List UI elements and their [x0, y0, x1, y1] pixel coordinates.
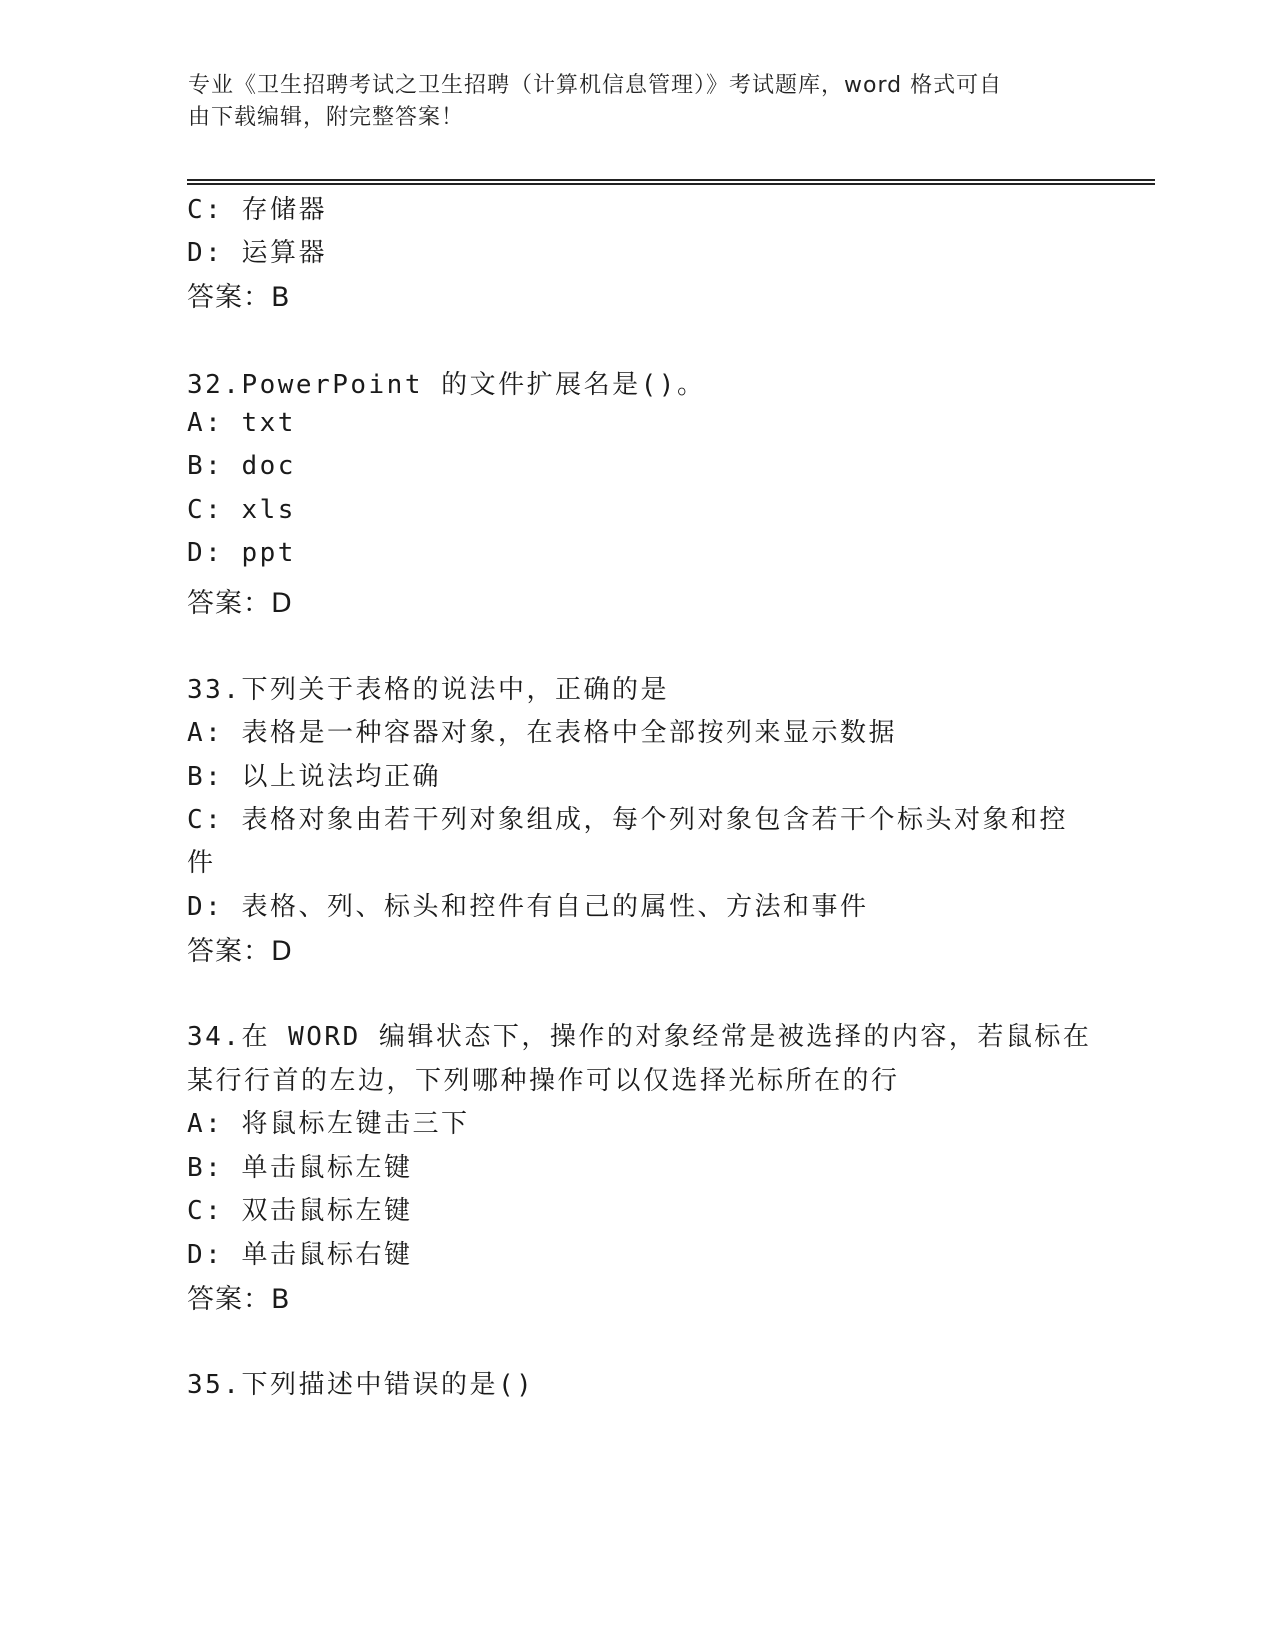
option-c: C: xls: [187, 495, 296, 525]
option-b: B: doc: [187, 451, 296, 481]
header-line-1: 专业《卫生招聘考试之卫生招聘（计算机信息管理）》考试题库，word 格式可自: [188, 73, 1003, 98]
answer: 答案：B: [187, 282, 291, 313]
option-b: B: 以上说法均正确: [187, 762, 441, 792]
question-stem-35: 35.下列描述中错误的是(): [187, 1370, 535, 1400]
option-c: C: 存储器: [187, 195, 327, 225]
option-d: D: 单击鼠标右键: [187, 1240, 413, 1270]
option-d: D: ppt: [187, 538, 296, 568]
option-a: A: 将鼠标左键击三下: [187, 1109, 470, 1139]
option-d: D: 运算器: [187, 238, 327, 268]
question-stem-34-continued: 某行行首的左边，下列哪种操作可以仅选择光标所在的行: [187, 1066, 900, 1096]
header-rule-top: [187, 179, 1155, 181]
option-c: C: 表格对象由若干列对象组成，每个列对象包含若干个标头对象和控: [187, 805, 1068, 835]
question-stem-34: 34.在 WORD 编辑状态下，操作的对象经常是被选择的内容，若鼠标在: [187, 1022, 1092, 1052]
answer: 答案：B: [187, 1284, 291, 1315]
option-c-continued: 件: [187, 848, 216, 878]
answer: 答案：D: [187, 936, 293, 967]
option-c: C: 双击鼠标左键: [187, 1196, 413, 1226]
document-header: [188, 70, 1088, 134]
header-rule-bottom: [187, 183, 1155, 185]
option-d: D: 表格、列、标头和控件有自己的属性、方法和事件: [187, 892, 869, 922]
question-stem-32: 32.PowerPoint 的文件扩展名是()。: [187, 370, 706, 400]
question-stem-33: 33.下列关于表格的说法中，正确的是: [187, 675, 669, 705]
option-a: A: txt: [187, 408, 296, 438]
option-a: A: 表格是一种容器对象，在表格中全部按列来显示数据: [187, 718, 897, 748]
answer: 答案：D: [187, 588, 293, 619]
option-b: B: 单击鼠标左键: [187, 1153, 413, 1183]
header-line-2: 由下载编辑，附完整答案！: [188, 105, 465, 130]
